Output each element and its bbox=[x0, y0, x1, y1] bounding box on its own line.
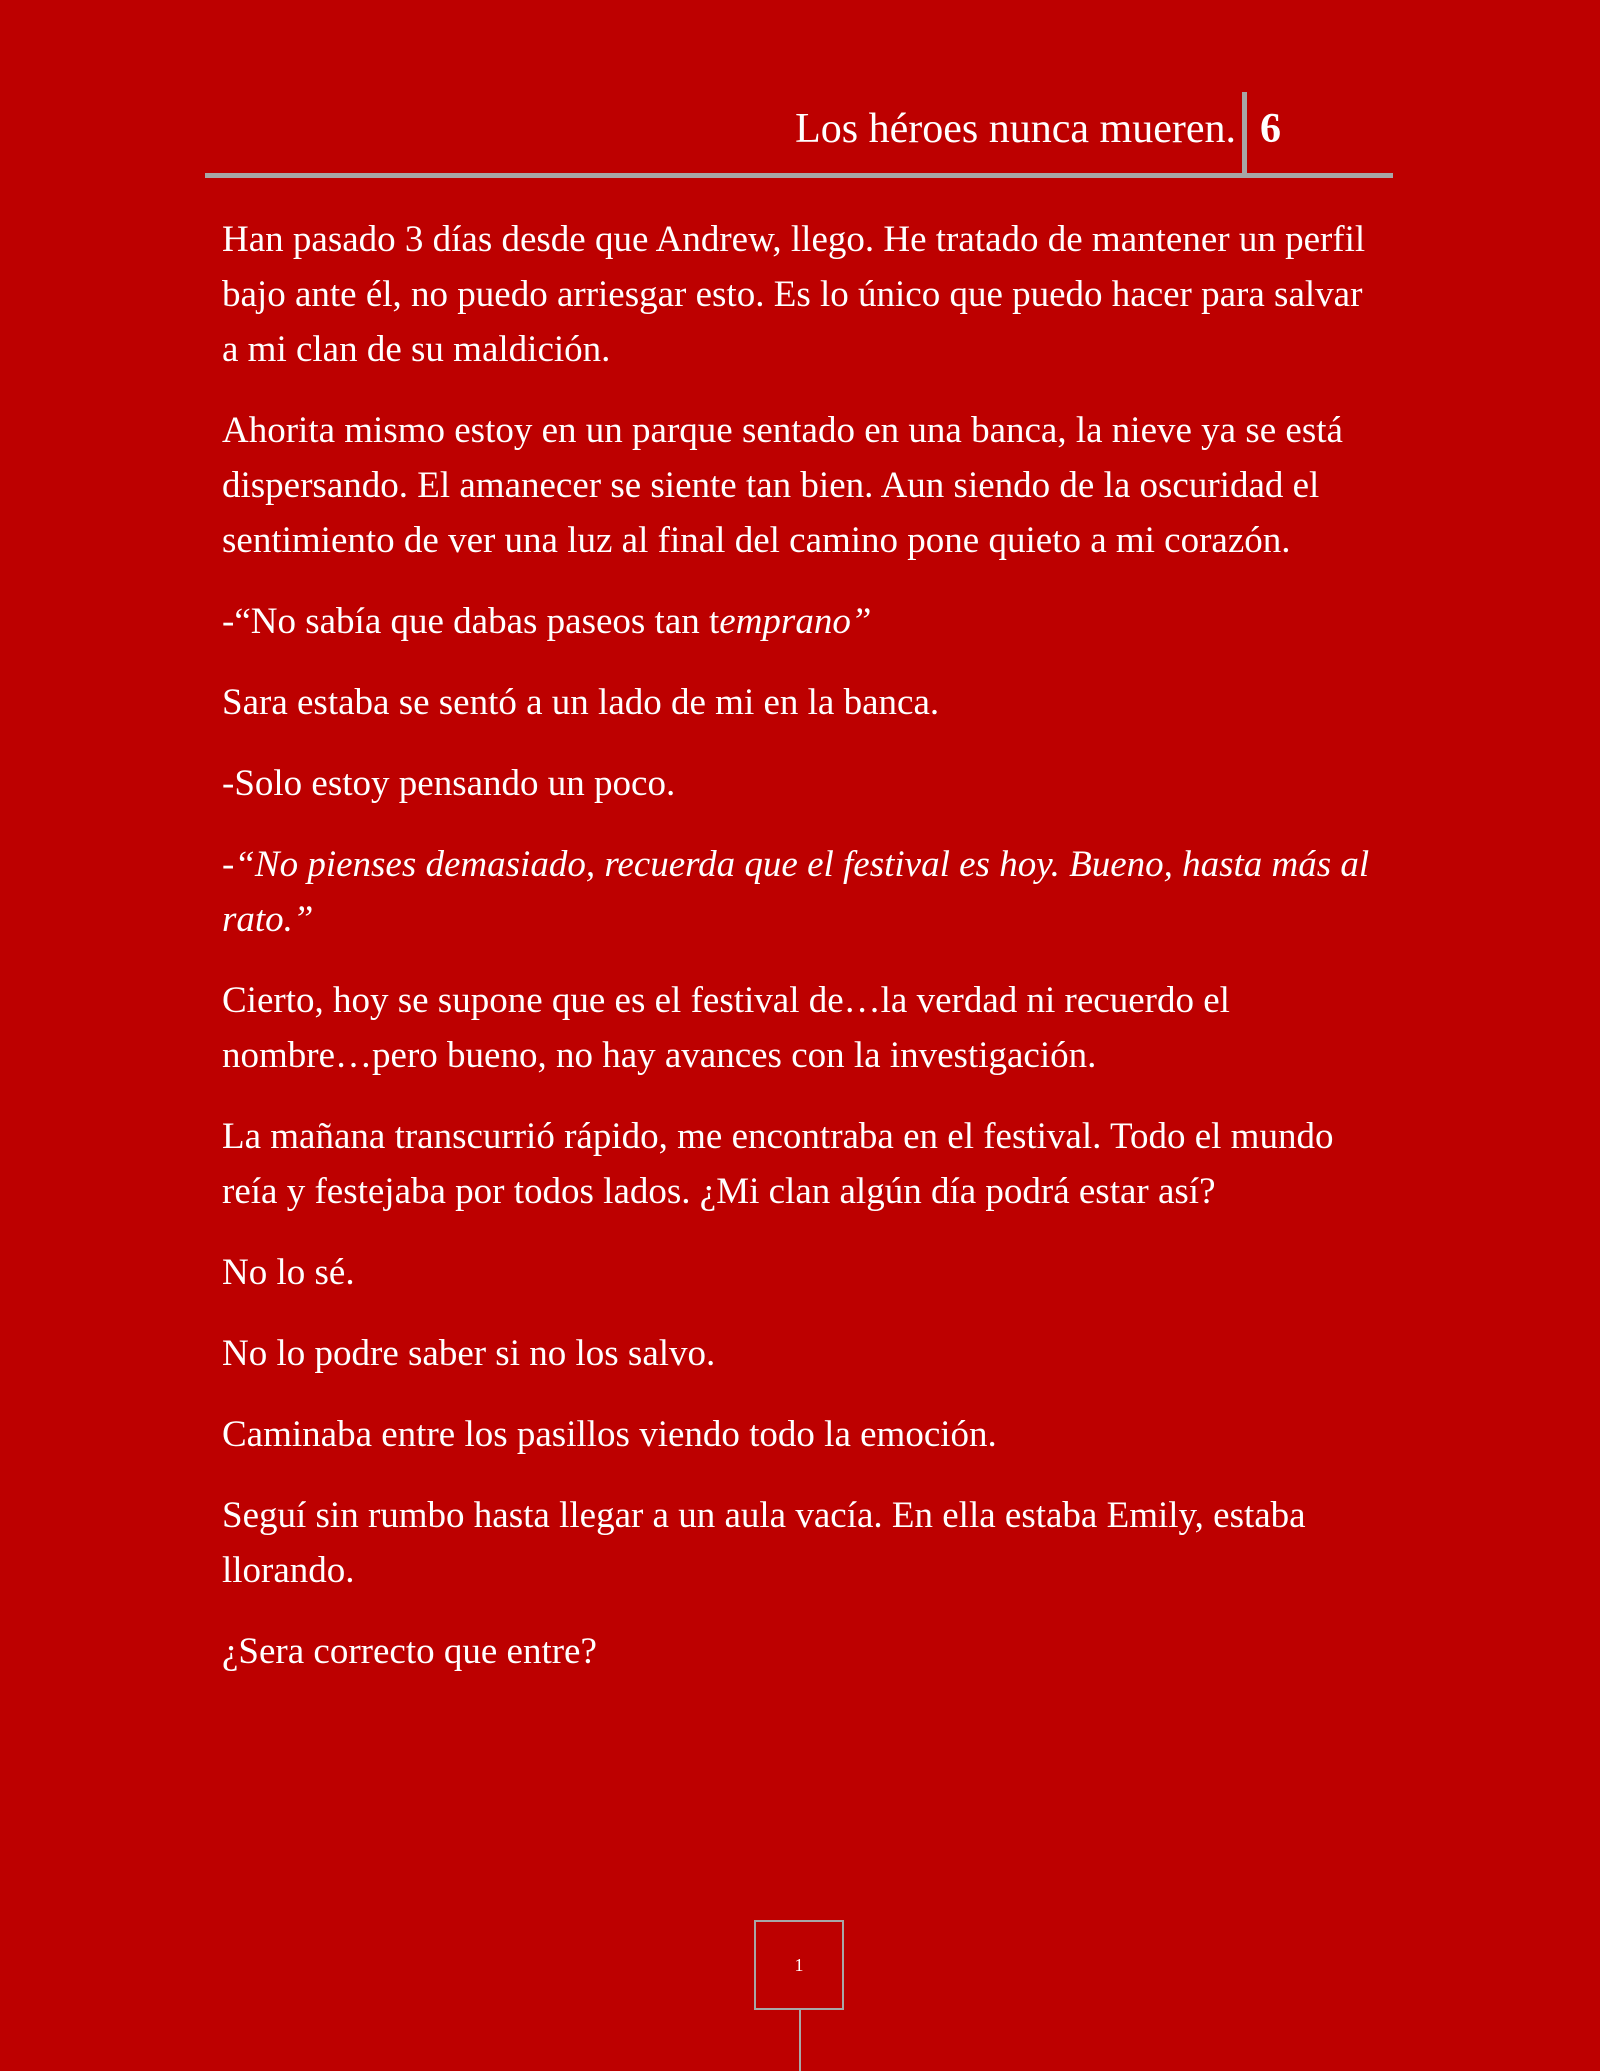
header-rule bbox=[205, 173, 1393, 178]
paragraph: La mañana transcurrió rápido, me encontraba en el festival. Todo el mundo reía y festejaba por todos lados. ¿Mi clan algún día podrá estar así? bbox=[222, 1116, 1334, 1212]
dialogue-paragraph bbox=[222, 594, 1382, 649]
page-number-box bbox=[754, 1920, 844, 2010]
paragraph: Seguí sin rumbo hasta llegar a un aula vacía. En ella estaba Emily, estaba llorando. bbox=[222, 1495, 1306, 1591]
header-divider bbox=[1242, 92, 1247, 176]
paragraph: Cierto, hoy se supone que es el festival de…la verdad ni recuerdo el nombre…pero bueno, no hay avances con la investigación. bbox=[222, 980, 1230, 1076]
chapter-number: 6 bbox=[1260, 106, 1281, 152]
footer-line bbox=[799, 2010, 801, 2071]
dialogue-paragraph bbox=[222, 837, 1382, 947]
dialogue-italic-text: “No pienses demasiado, recuerda que el festival es hoy. Bueno, hasta más al rato.” bbox=[222, 844, 1370, 940]
paragraph: ¿Sera correcto que entre? bbox=[222, 1631, 597, 1672]
header-title: Los héroes nunca mueren. bbox=[795, 106, 1236, 152]
paragraph: No lo podre saber si no los salvo. bbox=[222, 1333, 716, 1374]
dialogue-text: -“No sabía que dabas paseos tan t bbox=[222, 601, 720, 642]
dialogue-dash: - bbox=[222, 844, 235, 885]
paragraph: Sara estaba se sentó a un lado de mi en la banca. bbox=[222, 682, 940, 723]
dialogue-italic-text: emprano” bbox=[719, 601, 872, 642]
paragraph: No lo sé. bbox=[222, 1252, 355, 1293]
paragraph: -Solo estoy pensando un poco. bbox=[222, 763, 676, 804]
paragraph: Ahorita mismo estoy en un parque sentado en una banca, la nieve ya se está dispersando. El amanecer se siente tan bien. Aun siendo de la oscuridad el sentimiento de ver una luz al final del camino pone quieto a mi corazón. bbox=[222, 410, 1343, 561]
paragraph: Caminaba entre los pasillos viendo todo la emoción. bbox=[222, 1414, 997, 1455]
paragraph: Han pasado 3 días desde que Andrew, llego. He tratado de mantener un perfil bajo ante él, no puedo arriesgar esto. Es lo único que puedo hacer para salvar a mi clan de su maldición. bbox=[222, 219, 1366, 370]
page-number: 1 bbox=[794, 1954, 804, 1975]
page-header bbox=[205, 92, 1393, 178]
body-text bbox=[222, 212, 1382, 1705]
